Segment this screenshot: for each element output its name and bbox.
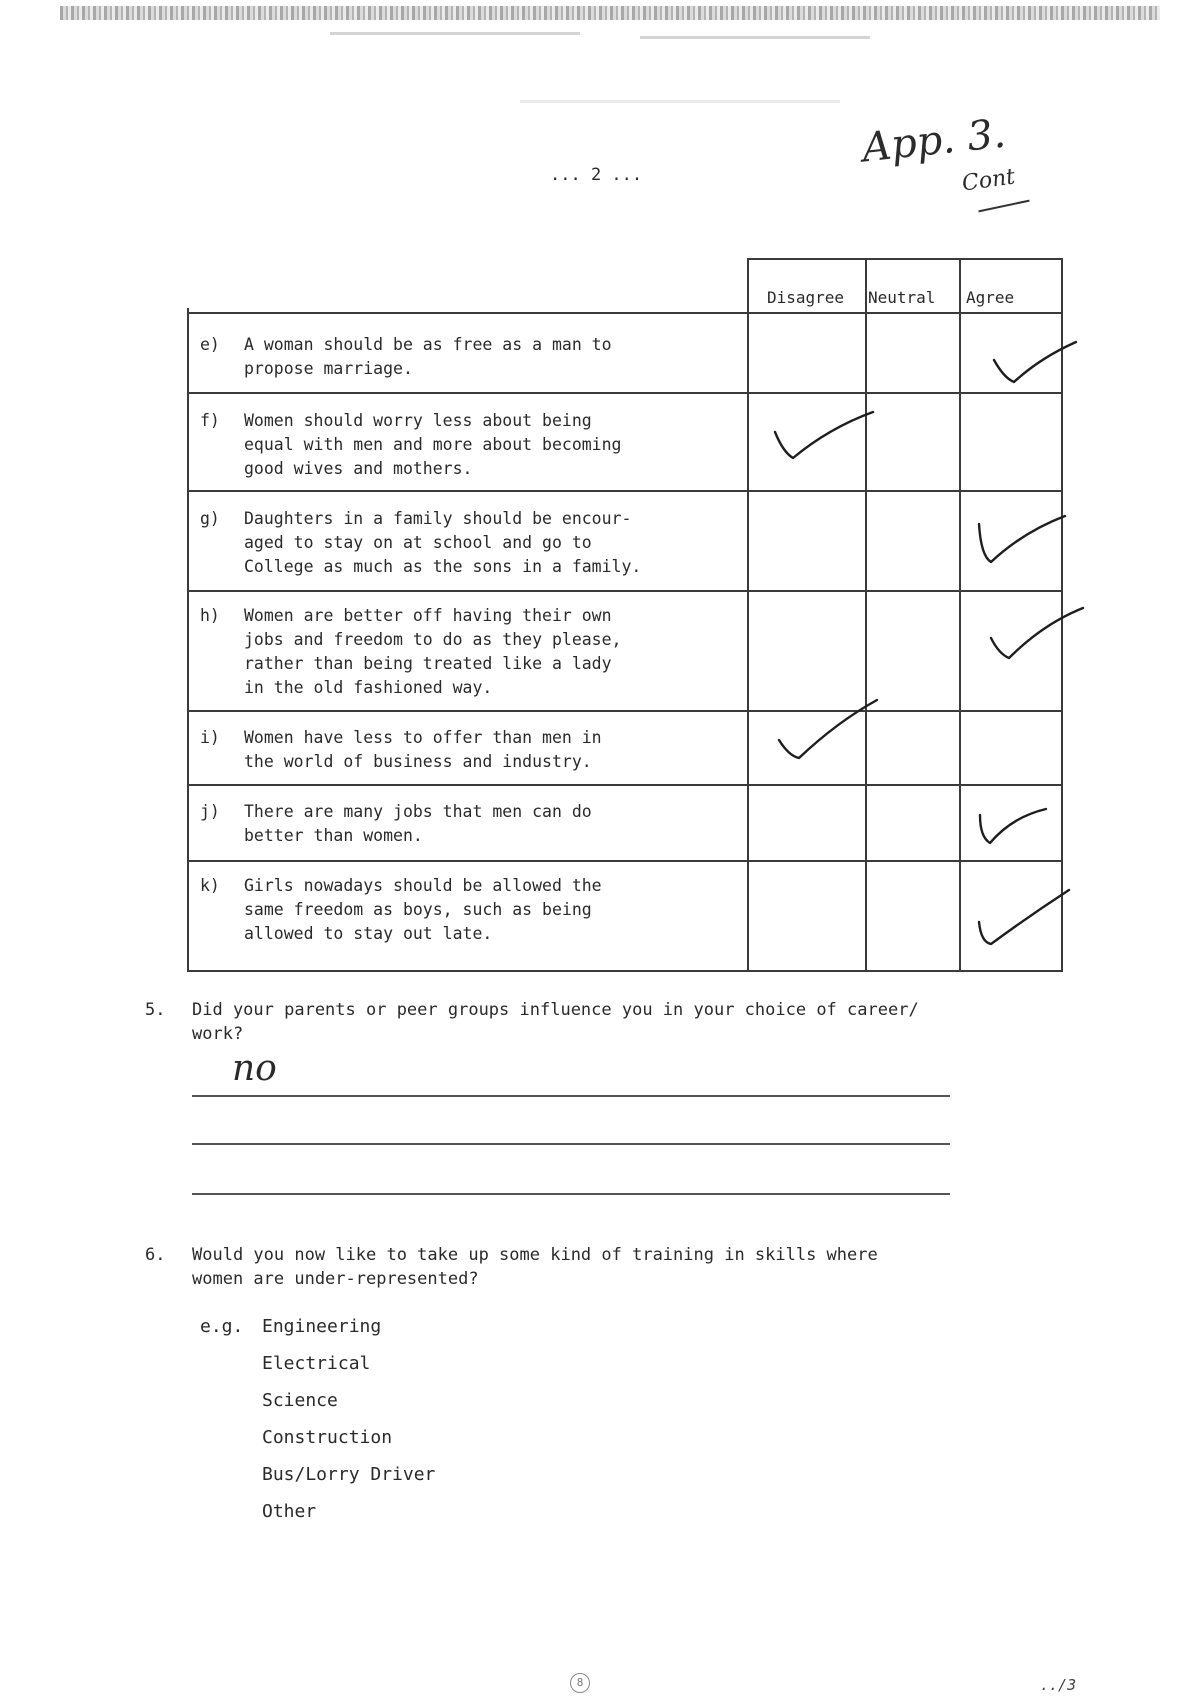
table-bottom-border [187, 970, 1063, 972]
page-stamp: 8 [570, 1673, 590, 1693]
scan-edge-noise [60, 6, 1160, 20]
statement-text-line: propose marriage. [244, 359, 413, 378]
checkmark-icon [990, 328, 1080, 388]
statement-text-line: aged to stay on at school and go to [244, 533, 592, 552]
statement-letter: f) [200, 411, 220, 430]
checkmark-icon [973, 878, 1073, 958]
answer-line [192, 1193, 950, 1195]
question-number: 5. [145, 1000, 166, 1020]
checkmark-icon [773, 688, 883, 768]
statement-text-line: in the old fashioned way. [244, 678, 493, 697]
statement-text-line: rather than being treated like a lady [244, 654, 612, 673]
row-divider [187, 590, 1063, 592]
statement-text-line: Women should worry less about being [244, 411, 592, 430]
statement-text-line: There are many jobs that men can do [244, 802, 592, 821]
question-5-answer: no [232, 1048, 277, 1089]
statement-letter: g) [200, 509, 220, 528]
question-text-line: Would you now like to take up some kind of training in skills where [192, 1245, 878, 1265]
question-text-line: women are under-represented? [192, 1269, 479, 1289]
row-divider [187, 784, 1063, 786]
statement-text-line: A woman should be as free as a man to [244, 335, 612, 354]
statement-text-line: the world of business and industry. [244, 752, 592, 771]
question-number: 6. [145, 1245, 166, 1265]
scan-smudge [330, 32, 580, 35]
header-bottom-border [187, 312, 1063, 314]
checkmark-icon [769, 398, 879, 468]
question-text-line: work? [192, 1024, 244, 1044]
training-option: Other [262, 1501, 317, 1522]
appendix-annotation: App. 3. [859, 110, 1008, 172]
training-option: Engineering [262, 1316, 382, 1337]
row-divider [187, 392, 1063, 394]
attitude-survey-table [187, 258, 1064, 972]
statement-text-line: Girls nowadays should be allowed the [244, 876, 602, 895]
answer-line [192, 1095, 950, 1097]
statement-text-line: College as much as the sons in a family. [244, 557, 642, 576]
column-divider-agree [959, 258, 961, 972]
training-option: Construction [262, 1427, 393, 1448]
training-option: Bus/Lorry Driver [262, 1464, 436, 1485]
statement-text-line: Women have less to offer than men in [244, 728, 602, 747]
column-header-agree: Agree [966, 288, 1015, 307]
row-divider [187, 860, 1063, 862]
column-header-neutral: Neutral [868, 288, 936, 307]
header-top-border [747, 258, 1063, 260]
statement-text-line: jobs and freedom to do as they please, [244, 630, 622, 649]
statement-text-line: better than women. [244, 826, 423, 845]
statement-text-line: Women are better off having their own [244, 606, 612, 625]
column-divider-disagree [747, 258, 749, 972]
table-left-border [187, 308, 189, 972]
checkmark-icon [972, 793, 1052, 853]
scan-smudge [520, 100, 840, 103]
statement-text-line: same freedom as boys, such as being [244, 900, 592, 919]
statement-text-line: equal with men and more about becoming [244, 435, 622, 454]
training-option: Science [262, 1390, 338, 1411]
annotation-underline [978, 200, 1029, 213]
statement-letter: h) [200, 606, 220, 625]
statement-letter: i) [200, 728, 220, 747]
row-divider [187, 490, 1063, 492]
statement-text-line: good wives and mothers. [244, 459, 473, 478]
statement-letter: k) [200, 876, 220, 895]
training-option: Electrical [262, 1353, 371, 1374]
statement-letter: e) [200, 335, 220, 354]
column-header-disagree: Disagree [767, 288, 845, 307]
row-divider [187, 710, 1063, 712]
example-label: e.g. [200, 1316, 244, 1337]
question-text-line: Did your parents or peer groups influence you in your choice of career/ [192, 1000, 919, 1020]
checkmark-icon [987, 598, 1087, 668]
statement-letter: j) [200, 802, 220, 821]
statement-text-line: allowed to stay out late. [244, 924, 493, 943]
answer-line [192, 1143, 950, 1145]
statement-text-line: Daughters in a family should be encour- [244, 509, 632, 528]
checkmark-icon [973, 506, 1073, 576]
column-divider-neutral [865, 258, 867, 972]
page-number-marker: ... 2 ... [550, 165, 643, 185]
continued-annotation: Cont [960, 164, 1017, 197]
continue-marker: ../3 [1040, 1676, 1077, 1694]
scan-smudge [640, 36, 870, 39]
